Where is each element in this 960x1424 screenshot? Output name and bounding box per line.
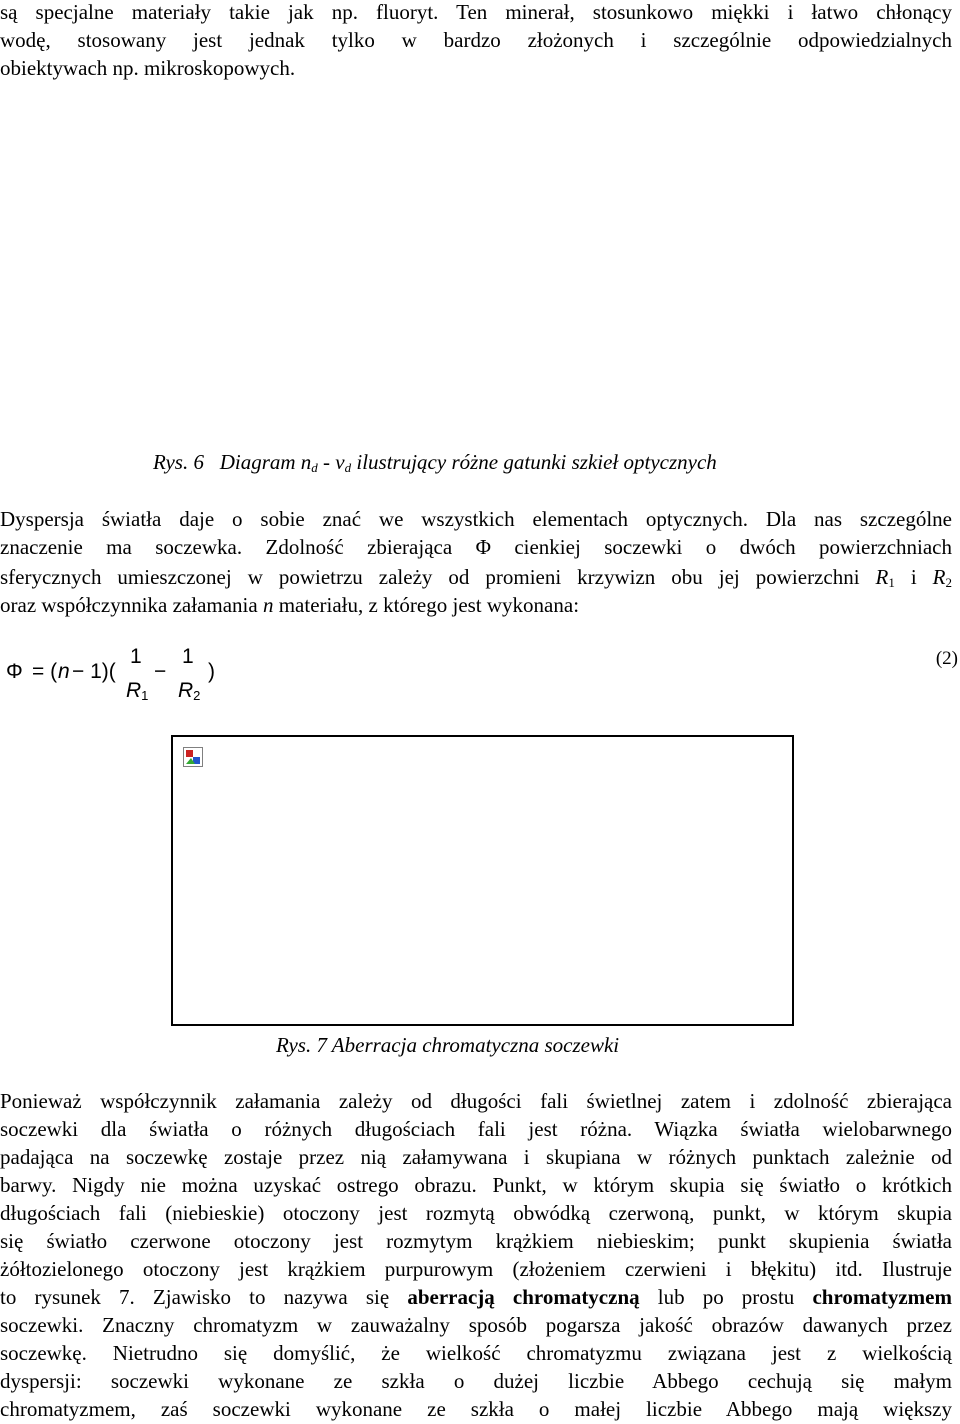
subscript: d: [311, 460, 318, 475]
paragraph-line: soczewkę. Nietrudno się domyślić, że wielkość chromatyzmu związana jest z wielkością: [0, 1341, 952, 1365]
paragraph-line: [0, 563, 952, 591]
paragraph-line: dyspersji: soczewki wykonane ze szkła o dużej liczbie Abbego cechują się małym: [0, 1369, 952, 1393]
paragraph-line: chromatyzmem, zaś soczewki wykonane ze szkła o małej liczbie Abbego mają większy: [0, 1397, 952, 1421]
caption-text: - ν: [317, 450, 345, 474]
text-run: materiału, z którego jest wykonana:: [273, 593, 580, 617]
paragraph-line: długościach fali (niebieskie) otoczony jest rozmytą obwódką czerwoną, punkt, w którym skupia: [0, 1201, 952, 1225]
subscript: 1: [141, 688, 149, 703]
formula-numerator-1: 1: [130, 645, 142, 668]
formula-n: n: [58, 660, 70, 683]
formula-minus: −: [154, 660, 167, 683]
paragraph-line: się światło czerwone otoczony jest rozmytym krążkiem niebieskim; punkt skupienia światła: [0, 1229, 952, 1253]
radius-symbol: R: [875, 565, 889, 589]
paragraph-line: barwy. Nigdy nie można uzyskać ostrego obrazu. Punkt, w którym skupia się światło o krótkich: [0, 1173, 952, 1197]
bold-term: chromatyzmem: [812, 1285, 952, 1309]
paragraph-line: obiektywach np. mikroskopowych.: [0, 56, 296, 80]
paragraph-line: soczewki dla światła o różnych długościach fali jest różna. Wiązka światła wielobarwnego: [0, 1117, 952, 1141]
formula-minus-one: − 1)(: [72, 660, 116, 683]
formula-numerator-2: 1: [182, 645, 194, 668]
subscript: 2: [945, 575, 952, 590]
subscript: 2: [193, 688, 201, 703]
figure-7-caption: Rys. 7 Aberracja chromatyczna soczewki: [276, 1033, 620, 1057]
paragraph-line: Ponieważ współczynnik załamania zależy od długości fali świetlnej zatem i zdolność zbierająca: [0, 1089, 952, 1113]
equation-number: (2): [935, 648, 958, 669]
radius-symbol: R: [126, 679, 142, 702]
paragraph-line: znaczenie ma soczewka. Zdolność zbierająca Φ cienkiej soczewki o dwóch powierzchniach: [0, 535, 952, 559]
paragraph-line: padająca na soczewkę zostaje przez nią załamywana i skupiana w różnych punktach zależnie od: [0, 1145, 952, 1169]
lens-power-formula: [6, 645, 246, 711]
broken-image-icon: [183, 747, 203, 767]
text-run: oraz współczynnika załamania: [0, 593, 263, 617]
formula-denominator-2: [178, 679, 200, 703]
figure-7-image-frame: [171, 735, 794, 1026]
text-run: to rysunek 7. Zjawisko to nazywa się: [0, 1285, 408, 1309]
caption-text: Diagram n: [219, 450, 312, 474]
caption-label: Rys. 6: [153, 450, 204, 474]
paragraph-line: Dyspersja światła daje o sobie znać we wszystkich elementach optycznych. Dla nas szczególne: [0, 507, 952, 531]
paragraph-line: [0, 591, 952, 619]
formula-denominator-1: [126, 679, 148, 703]
index-symbol: n: [262, 593, 274, 617]
text-run: sferycznych umieszczonej w powietrzu zależy od promieni krzywizn obu jej powierzchni: [0, 565, 876, 589]
paragraph-line: wodę, stosowany jest jednak tylko w bardzo złożonych i szczególnie odpowiedzialnych: [0, 28, 952, 52]
formula-phi: Φ: [6, 660, 23, 683]
text-run: i: [894, 565, 933, 589]
subscript: 1: [888, 575, 895, 590]
radius-symbol: R: [932, 565, 946, 589]
paragraph-line: żółtozielonego otoczony jest krążkiem purpurowym (złożeniem czerwieni i błękitu) itd. Ilustruje: [0, 1257, 952, 1281]
text-run: lub po prostu: [639, 1285, 813, 1309]
paragraph-line: soczewki. Znaczny chromatyzm w zauważalny sposób pogarsza jakość obrazów dawanych przez: [0, 1313, 952, 1337]
bold-term: aberracją chromatyczną: [407, 1285, 640, 1309]
paragraph-line: są specjalne materiały takie jak np. fluoryt. Ten minerał, stosunkowo miękki i łatwo chłonący: [0, 0, 952, 24]
formula-eq: = (: [32, 660, 58, 683]
caption-text: ilustrujący różne gatunki szkieł optycznych: [351, 450, 717, 474]
formula-close: ): [208, 660, 215, 683]
figure-6-caption: [153, 448, 717, 476]
radius-symbol: R: [178, 679, 194, 702]
paragraph-line: [0, 1283, 952, 1311]
subscript: d: [344, 460, 352, 475]
